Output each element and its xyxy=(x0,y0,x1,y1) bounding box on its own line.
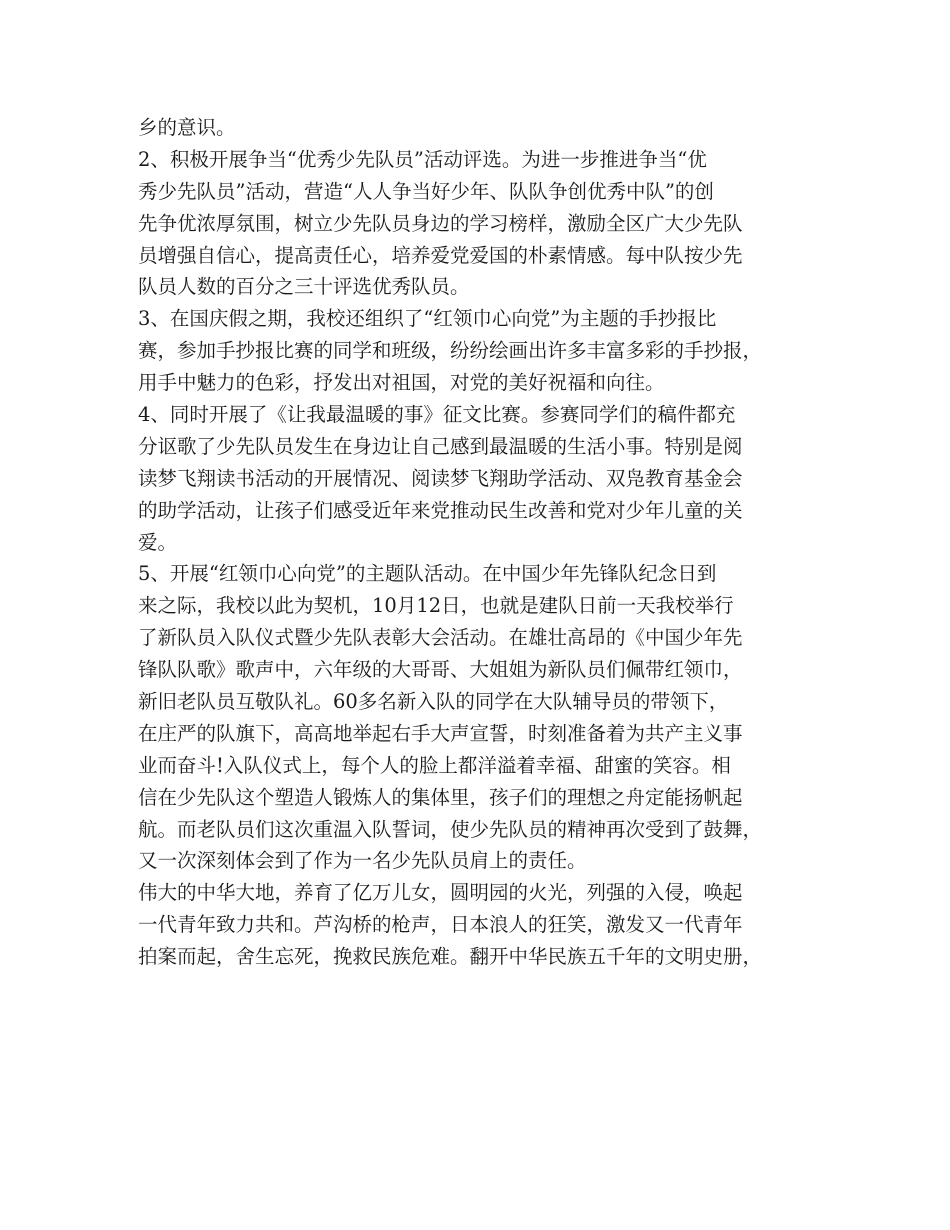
text-line: 秀少先队员”活动，营造“人人争当好少年、队队争创优秀中队”的创 xyxy=(138,179,714,203)
text-line: 4、同时开展了《让我最温暖的事》征文比赛。参赛同学们的稿件都充 xyxy=(138,403,736,427)
text-line: 又一次深刻体会到了作为一名少先队员肩上的责任。 xyxy=(138,849,587,873)
text-line: 业而奋斗!入队仪式上，每个人的脸上都洋溢着幸福、甜蜜的笑容。相 xyxy=(138,753,731,777)
text-line: 拍案而起，舍生忘死，挽救民族危难。翻开中华民族五千年的文明史册， xyxy=(138,945,763,969)
text-line: 3、在国庆假之期，我校还组织了“红领巾心向党”为主题的手抄报比 xyxy=(138,307,717,331)
text-line: 了新队员入队仪式暨少先队表彰大会活动。在雄壮高昂的《中国少年先 xyxy=(138,626,743,650)
text-line: 2、积极开展争当“优秀少先队员”活动评选。为进一步推进争当“优 xyxy=(138,147,707,171)
text-line: 赛，参加手抄报比赛的同学和班级，纷纷绘画出许多丰富多彩的手抄报， xyxy=(138,339,763,363)
text-line: 信在少先队这个塑造人锻炼人的集体里，孩子们的理想之舟定能扬帆起 xyxy=(138,785,743,809)
text-line: 分讴歌了少先队员发生在身边让自己感到最温暖的生活小事。特别是阅 xyxy=(138,434,743,458)
text-line: 读梦飞翔读书活动的开展情况、阅读梦飞翔助学活动、双凫教育基金会 xyxy=(138,466,743,490)
text-line: 用手中魅力的色彩，抒发出对祖国，对党的美好祝福和向往。 xyxy=(138,371,665,395)
text-line: 在庄严的队旗下，高高地举起右手大声宣誓，时刻准备着为共产主义事 xyxy=(138,721,743,745)
text-line: 锋队队歌》歌声中，六年级的大哥哥、大姐姐为新队员们佩带红领巾， xyxy=(138,658,743,682)
text-line: 航。而老队员们这次重温入队誓词，使少先队员的精神再次受到了鼓舞， xyxy=(138,817,763,841)
text-line: 的助学活动，让孩子们感受近年来党推动民生改善和党对少年儿童的关 xyxy=(138,498,743,522)
text-line: 爱。 xyxy=(138,530,178,554)
text-line: 队员人数的百分之三十评选优秀队员。 xyxy=(138,275,470,299)
text-line: 来之际，我校以此为契机，10月12日，也就是建队日前一天我校举行 xyxy=(138,594,734,618)
text-line: 5、开展“红领巾心向党”的主题队活动。在中国少年先锋队纪念日到 xyxy=(138,562,717,586)
text-line: 乡的意识。 xyxy=(138,116,236,139)
document-body-text xyxy=(138,112,828,973)
text-line: 先争优浓厚氛围，树立少先队员身边的学习榜样，激励全区广大少先队 xyxy=(138,211,743,235)
text-line: 员增强自信心，提高责任心，培养爱党爱国的朴素情感。每中队按少先 xyxy=(138,243,743,267)
text-line: 新旧老队员互敬队礼。60多名新入队的同学在大队辅导员的带领下， xyxy=(138,690,729,714)
text-line: 一代青年致力共和。芦沟桥的枪声，日本浪人的狂笑，激发又一代青年 xyxy=(138,913,743,937)
text-line: 伟大的中华大地，养育了亿万儿女，圆明园的火光，列强的入侵，唤起 xyxy=(138,881,743,905)
